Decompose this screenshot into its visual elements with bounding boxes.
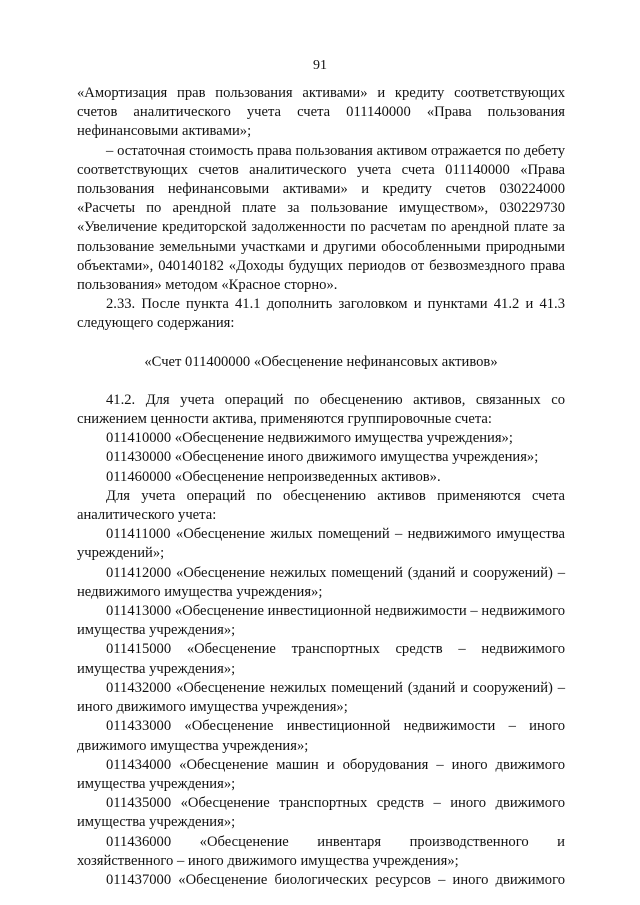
paragraph: 011435000 «Обесценение транспортных средств – иного движимого имущества учреждения»; [77,795,565,831]
paragraph: 011460000 «Обесценение непроизведенных активов». [106,468,441,485]
document-body [77,84,565,890]
page-number: 91 [313,58,327,73]
paragraph: «Амортизация прав пользования активами» и кредиту соответствующих счетов аналитического учета счета 011140000 «Права пользования нефинансовыми активами»; [77,85,565,140]
paragraph: 41.2. Для учета операций по обесценению активов, связанных со снижением ценности актива, применяются группировочные счета: [77,391,565,428]
paragraph: 011412000 «Обесценение нежилых помещений (зданий и сооружений) – недвижимого имущества учреждения»; [77,564,565,600]
paragraph: 011434000 «Обесценение машин и оборудования – иного движимого имущества учреждения»; [77,756,565,792]
paragraph: 011437000 «Обесценение биологических ресурсов – иного движимого [106,871,565,888]
paragraph: 011413000 «Обесценение инвестиционной недвижимости – недвижимого имущества учреждения»; [77,603,565,639]
paragraph: 011436000 «Обесценение инвентаря производственного и хозяйственного – иного движимого имущества учреждения»; [77,833,565,869]
paragraph: 011411000 «Обесценение жилых помещений – недвижимого имущества учреждений»; [77,526,565,562]
paragraph: – остаточная стоимость права пользования активом отражается по дебету соответствующих счетов аналитического учета счета 011140000 «Права пользования нефинансовыми активами» и кредиту счетов 030224000 «Расчеты по арендной плате за пользование имуществом», 030229730 «Увеличение кредиторской задолженности по расчетам по арендной плате за пользование земельными участками и другими обособленными природными объектами», 040140182 «Доходы будущих периодов от безвозмездного права пользования» методом «Красное сторно». [77,142,565,294]
paragraph: 2.33. После пункта 41.1 дополнить заголовком и пунктами 41.2 и 41.3 следующего содержания: [77,296,565,332]
paragraph: Для учета операций по обесценению активов применяются счета аналитического учета: [77,487,565,524]
section-heading: «Счет 011400000 «Обесценение нефинансовых активов» [144,353,498,370]
paragraph: 011415000 «Обесценение транспортных средств – недвижимого имущества учреждения»; [77,641,565,677]
paragraph: 011430000 «Обесценение иного движимого имущества учреждения»; [106,449,539,466]
paragraph: 011432000 «Обесценение нежилых помещений (зданий и сооружений) – иного движимого имущества учреждения»; [77,679,565,716]
paragraph: 011433000 «Обесценение инвестиционной недвижимости – иного движимого имущества учреждения»; [77,718,565,754]
paragraph: 011410000 «Обесценение недвижимого имущества учреждения»; [106,430,513,447]
